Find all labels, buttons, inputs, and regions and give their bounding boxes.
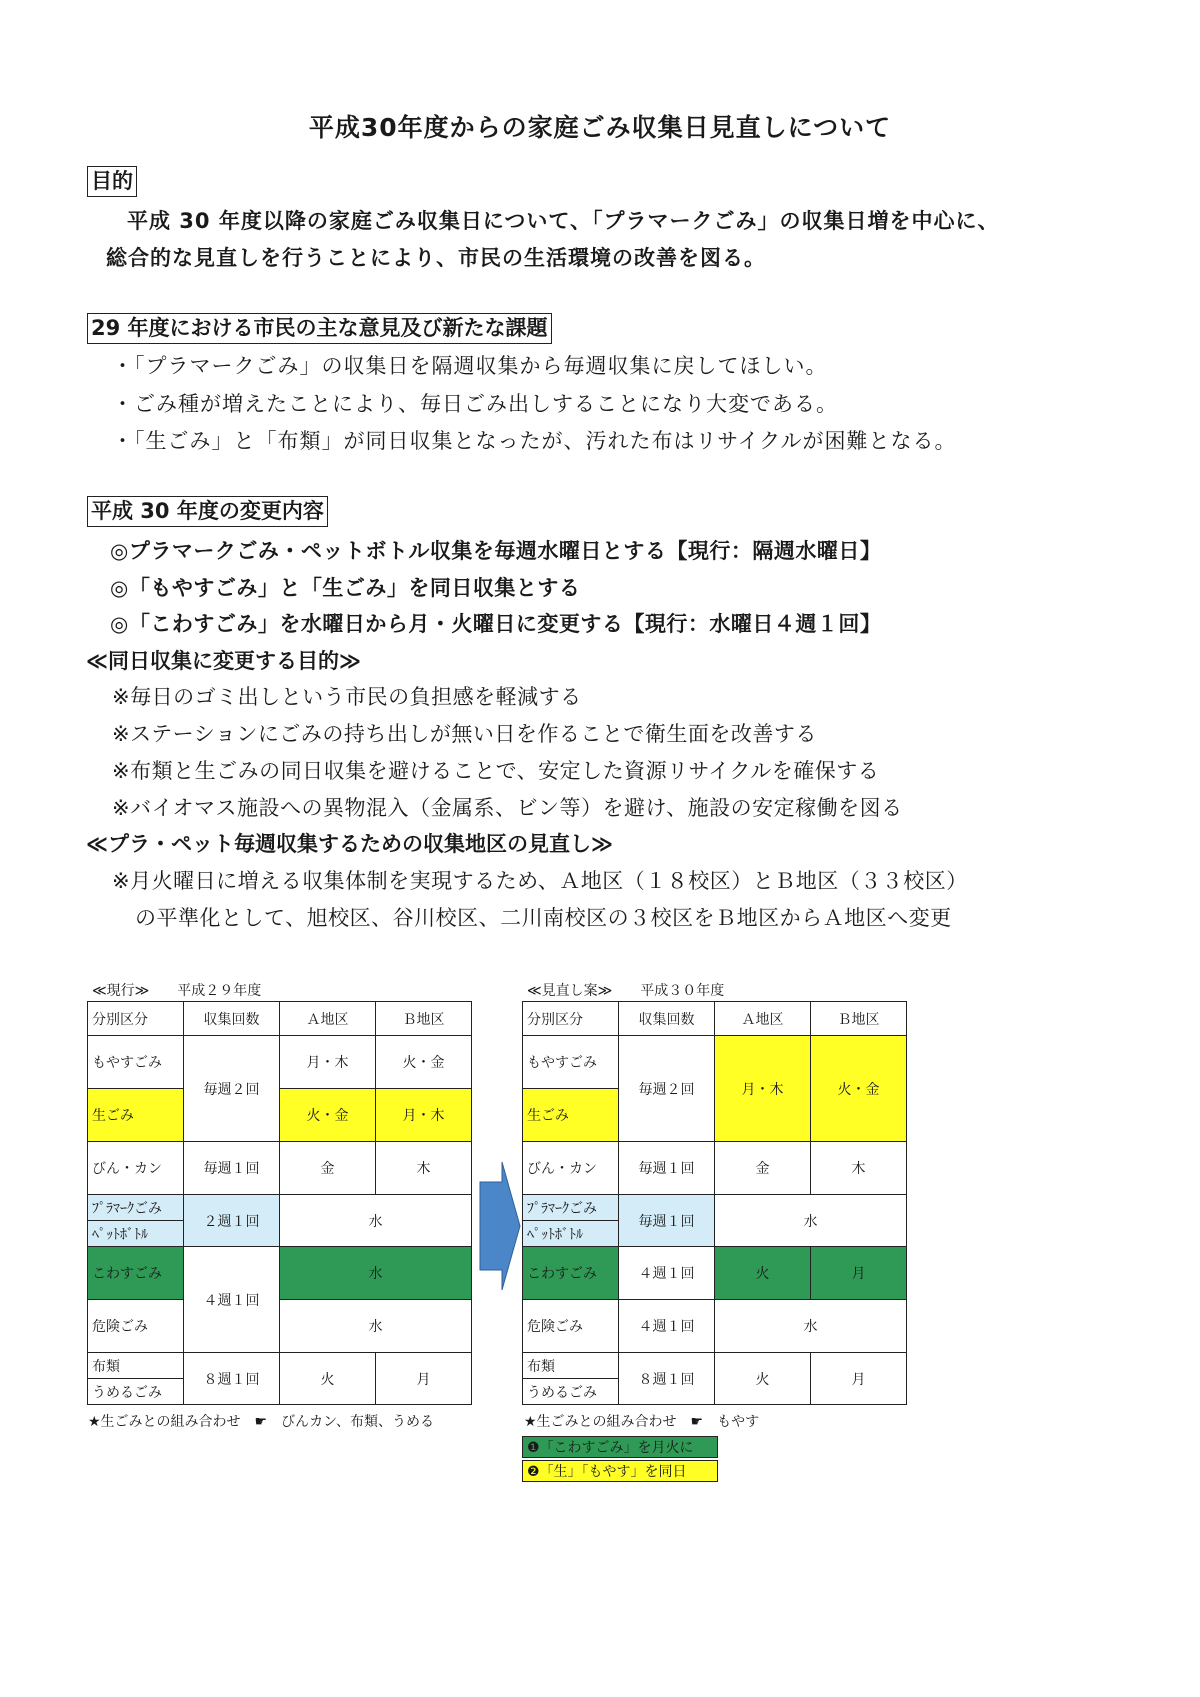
header-district-b: Ｂ地区: [376, 1002, 472, 1036]
nama-b: 月・木: [376, 1089, 472, 1142]
bin-freq: 毎週１回: [619, 1142, 715, 1195]
current-table-caption: ≪現行≫ 平成２９年度: [92, 983, 262, 999]
purpose-line-2: 総合的な見直しを行うことにより、市民の生活環境の改善を図る。: [106, 246, 766, 270]
row-kowasu: こわすごみ: [523, 1247, 619, 1300]
page-title: 平成30年度からの家庭ごみ収集日見直しについて: [308, 113, 892, 142]
row-namagomi: 生ごみ: [88, 1089, 184, 1142]
same-day-note-1: ※毎日のゴミ出しという市民の負担感を軽減する: [112, 685, 582, 709]
bin-a: 金: [280, 1142, 376, 1195]
kowasu-freq: ４週１回: [619, 1247, 715, 1300]
pla-freq: ２週１回: [184, 1195, 280, 1247]
changes-heading: 平成 30 年度の変更内容: [87, 496, 328, 527]
row-kiken: 危険ごみ: [88, 1300, 184, 1353]
row-kiken: 危険ごみ: [523, 1300, 619, 1353]
purpose-line-1: 平成 30 年度以降の家庭ごみ収集日について、「プラマークごみ」の収集日増を中心に、: [127, 209, 1000, 233]
right-arrow-icon: [478, 1160, 522, 1292]
pla-freq: 毎週１回: [619, 1195, 715, 1247]
nuno-b: 月: [376, 1353, 472, 1405]
row-bin: びん・カン: [88, 1142, 184, 1195]
district-line-2: の平準化として、旭校区、谷川校区、二川南校区の３校区をＢ地区からＡ地区へ変更: [135, 906, 952, 930]
header-category: 分別区分: [88, 1002, 184, 1036]
legend-number-2: ❷: [527, 1464, 540, 1480]
legend-number-1: ❶: [527, 1440, 540, 1456]
row-umeru: うめるごみ: [523, 1379, 619, 1405]
row-pla: ﾌﾟﾗﾏｰｸごみ: [523, 1195, 619, 1221]
row-moyasu: もやすごみ: [523, 1036, 619, 1089]
issues-heading: 29 年度における市民の主な意見及び新たな課題: [87, 313, 552, 344]
same-day-note-2: ※ステーションにごみの持ち出しが無い日を作ることで衛生面を改善する: [112, 722, 817, 746]
change-item-2: ◎「もやすごみ」と「生ごみ」を同日収集とする: [110, 576, 581, 600]
freq-8weeks: ８週１回: [184, 1353, 280, 1405]
legend-item-2: [522, 1460, 718, 1482]
row-pla: ﾌﾟﾗﾏｰｸごみ: [88, 1195, 184, 1221]
header-district-a: Ａ地区: [715, 1002, 811, 1036]
header-district-b: Ｂ地区: [811, 1002, 907, 1036]
moyasu-b: 火・金: [376, 1036, 472, 1089]
change-item-3: ◎「こわすごみ」を水曜日から月・火曜日に変更する【現行：水曜日４週１回】: [110, 612, 882, 636]
current-footnote: ★生ごみとの組み合わせ ☛ びんカン、布類、うめる: [88, 1414, 434, 1430]
kiken-freq: ４週１回: [619, 1300, 715, 1353]
same-day-note-4: ※バイオマス施設への異物混入（金属系、ビン等）を避け、施設の安定稼働を図る: [112, 796, 903, 820]
current-schedule-table: [87, 1001, 472, 1405]
issue-item-1: ・「プラマークごみ」の収集日を隔週収集から毎週収集に戻してほしい。: [112, 354, 828, 378]
issue-item-2: ・ごみ種が増えたことにより、毎日ごみ出しすることになり大変である。: [112, 392, 838, 416]
freq-8weeks: ８週１回: [619, 1353, 715, 1405]
row-umeru: うめるごみ: [88, 1379, 184, 1405]
row-kowasu: こわすごみ: [88, 1247, 184, 1300]
row-pet: ﾍﾟｯﾄﾎﾞﾄﾙ: [88, 1221, 184, 1247]
same-day-heading: ≪同日収集に変更する目的≫: [86, 649, 361, 673]
freq-weekly-2: 毎週２回: [619, 1036, 715, 1142]
legend-text-1: 「こわすごみ」を月火に: [539, 1440, 694, 1456]
row-moyasu: もやすごみ: [88, 1036, 184, 1089]
district-line-1: ※月火曜日に増える収集体制を実現するため、Ａ地区（１８校区）とＢ地区（３３校区）: [112, 869, 968, 893]
kowasu-ab: 水: [280, 1247, 472, 1300]
kowasu-a: 火: [715, 1247, 811, 1300]
legend-item-1: [522, 1436, 718, 1458]
issue-item-3: ・「生ごみ」と「布類」が同日収集となったが、汚れた布はリサイクルが困難となる。: [112, 429, 957, 453]
header-frequency: 収集回数: [184, 1002, 280, 1036]
revised-schedule-table: [522, 1001, 907, 1405]
freq-4weeks: ４週１回: [184, 1247, 280, 1353]
row-bin: びん・カン: [523, 1142, 619, 1195]
revised-footnote: ★生ごみとの組み合わせ ☛ もやす: [524, 1414, 760, 1430]
bin-freq: 毎週１回: [184, 1142, 280, 1195]
revised-table-caption: ≪見直し案≫ 平成３０年度: [527, 983, 725, 999]
kowasu-b: 月: [811, 1247, 907, 1300]
bin-a: 金: [715, 1142, 811, 1195]
kiken-ab: 水: [715, 1300, 907, 1353]
row-nunorui: 布類: [88, 1353, 184, 1379]
combined-b: 火・金: [811, 1036, 907, 1142]
row-namagomi: 生ごみ: [523, 1089, 619, 1142]
nuno-b: 月: [811, 1353, 907, 1405]
change-item-1: ◎プラマークごみ・ペットボトル収集を毎週水曜日とする【現行：隔週水曜日】: [110, 539, 882, 563]
combined-a: 月・木: [715, 1036, 811, 1142]
district-heading: ≪プラ・ペット毎週収集するための収集地区の見直し≫: [86, 832, 613, 856]
header-category: 分別区分: [523, 1002, 619, 1036]
nama-a: 火・金: [280, 1089, 376, 1142]
row-pet: ﾍﾟｯﾄﾎﾞﾄﾙ: [523, 1221, 619, 1247]
nuno-a: 火: [715, 1353, 811, 1405]
bin-b: 木: [811, 1142, 907, 1195]
header-district-a: Ａ地区: [280, 1002, 376, 1036]
bin-b: 木: [376, 1142, 472, 1195]
pla-ab: 水: [280, 1195, 472, 1247]
row-nunorui: 布類: [523, 1353, 619, 1379]
purpose-heading: 目的: [87, 166, 137, 197]
moyasu-a: 月・木: [280, 1036, 376, 1089]
kiken-ab: 水: [280, 1300, 472, 1353]
legend-text-2: 「生」「もやす」を同日: [539, 1464, 687, 1480]
nuno-a: 火: [280, 1353, 376, 1405]
same-day-note-3: ※布類と生ごみの同日収集を避けることで、安定した資源リサイクルを確保する: [112, 759, 880, 783]
freq-weekly-2: 毎週２回: [184, 1036, 280, 1142]
pla-ab: 水: [715, 1195, 907, 1247]
header-frequency: 収集回数: [619, 1002, 715, 1036]
